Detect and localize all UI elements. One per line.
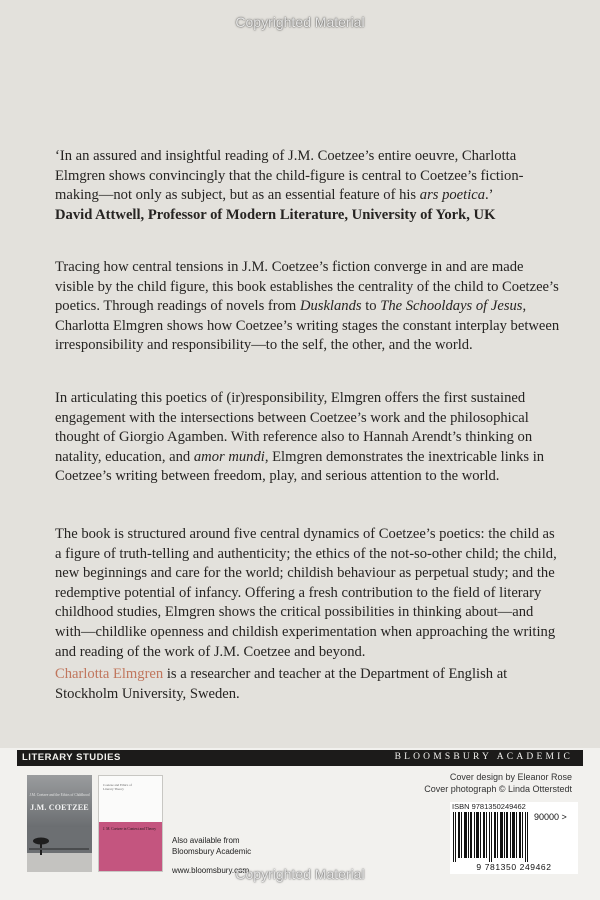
price-code: 90000 > [534, 812, 567, 822]
para1-text-c: to [361, 298, 381, 315]
para2-text-c: , Elmgren demonstrates the inextricable links in Coetzee’s writing between freedom, play, and serious attention to the world. [55, 448, 545, 485]
quote-italic: ars poetica [419, 187, 486, 204]
para2-italic-amor-mundi: amor mundi [193, 448, 265, 465]
author-bio-text: is a researcher and teacher at the Department of English at Stockholm University, Sweden. [55, 666, 508, 702]
related-book-cover-1 [27, 775, 92, 872]
also-available [172, 836, 251, 857]
book1-subtitle: J.M. Coetzee and the Ethics of Childhood [29, 793, 90, 797]
cover-credits [424, 771, 572, 795]
series-band [17, 750, 583, 766]
publisher-website: www.bloomsbury.com [172, 866, 250, 875]
related-book-cover-2 [98, 775, 163, 872]
publisher-label: BLOOMSBURY ACADEMIC [394, 752, 573, 762]
isbn-label: ISBN 9781350249462 [452, 802, 526, 811]
quote-end: .’ [485, 187, 494, 204]
book2-pink-block [99, 822, 162, 871]
para2-text-a: In articulating this poetics of (ir)responsibility, Elmgren offers the first sustained engagement with the intersections between Coetzee’s work and the philosophical thought of Giorgio Agamben. With reference also to Hannah Arendt’s thinking on natality, education, and [55, 390, 533, 465]
description-paragraph-1 [55, 258, 560, 356]
barcode-area [450, 802, 578, 874]
copyright-watermark-top: Copyrighted Material [235, 14, 365, 30]
series-label: LITERARY STUDIES [22, 752, 121, 763]
ean-number: 9 781350 249462 [476, 862, 552, 872]
para1-text-e: , Charlotta Elmgren shows how Coetzee’s writing stages the constant interplay between irresponsibility and responsibility—to the self, the other, and the world. [55, 298, 560, 354]
para1-text-a: Tracing how central tensions in J.M. Coetzee’s fiction converge in and are made visible by the child figure, this book establishes the centrality of the child to Coetzee’s poetics. Through readings of novels from [55, 259, 559, 315]
cover-design-credit: Cover design by Eleanor Rose [449, 772, 572, 782]
quote-text: ‘In an assured and insightful reading of J.M. Coetzee’s entire oeuvre, Charlotta Elmgren shows convincingly that the child-figure is central to Coetzee’s fiction-making—not only as subject, but as an essential feature of his [55, 148, 524, 204]
book2-series-text: Coetzee and Ethics of Literary Theory [103, 783, 132, 791]
book2-title: J. M. Coetzee in Context and Theory [103, 827, 157, 831]
author-name: Charlotta Elmgren [55, 666, 164, 682]
book1-title: J.M. COETZEE [30, 803, 89, 812]
description-paragraph-3: The book is structured around five central dynamics of Coetzee’s poetics: the child as a figure of truth-telling and authenticity; the ethics of the not-so-other child; the child, new beginnings and care for the world; childish behaviour as perpetual study; and the redemptive potential of infancy. Offering a fresh contribution to the field of literary childhood studies, Elmgren shows the critical possibilities in thinking about—and with—childlike openness and childish experimentation when approaching the writing and reading of the work of J.M. Coetzee and beyond. [55, 526, 557, 660]
author-bio [55, 665, 560, 704]
also-available-line-2: Bloomsbury Academic [172, 846, 252, 856]
tree-icon [27, 835, 92, 855]
barcode-icon [453, 812, 533, 862]
para1-italic-dusklands: Dusklands [299, 298, 362, 315]
also-available-line-1: Also available from [172, 836, 240, 845]
book1-sky [27, 775, 92, 827]
endorsement-quote [55, 147, 560, 225]
para1-italic-schooldays: The Schooldays of Jesus [380, 298, 523, 315]
quote-attribution: David Attwell, Professor of Modern Literature, University of York, UK [55, 206, 496, 223]
copyright-watermark-bottom: Copyrighted Material [235, 866, 365, 882]
description-paragraph-2 [55, 389, 560, 487]
cover-photo-credit: Cover photograph © Linda Otterstedt [424, 784, 572, 794]
